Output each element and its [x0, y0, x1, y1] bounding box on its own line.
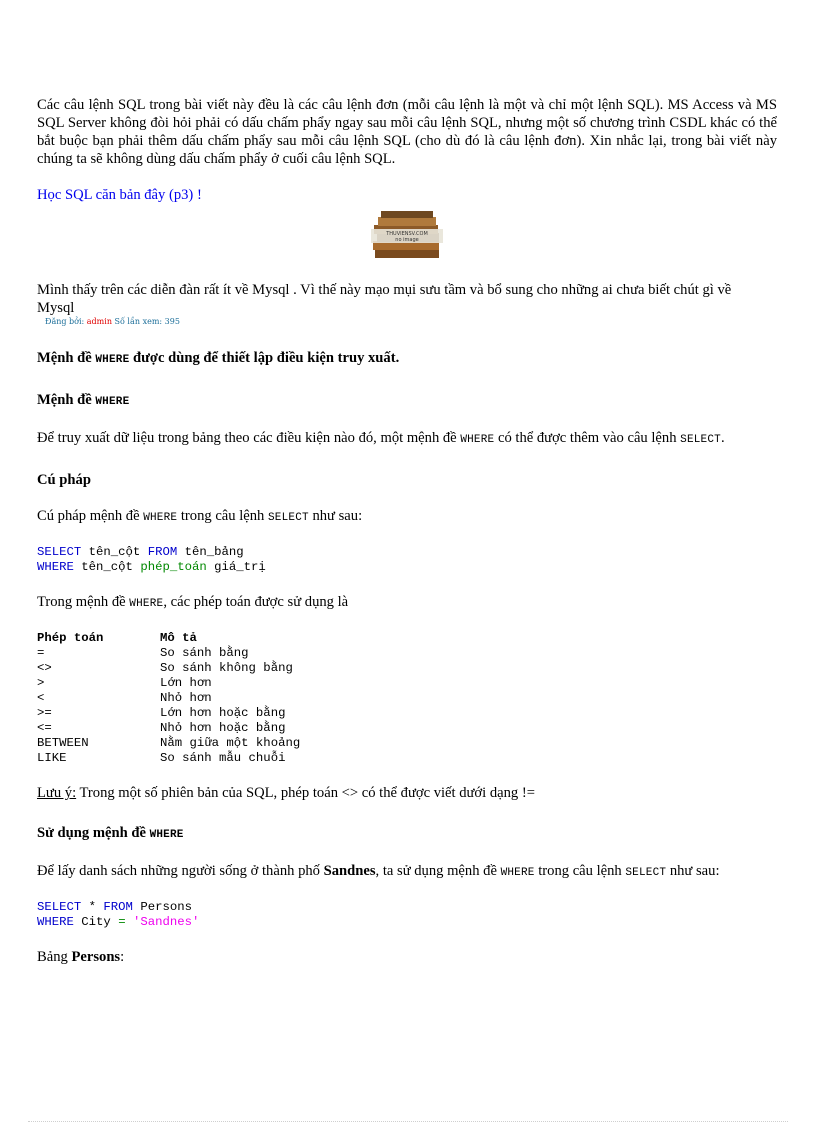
heading-syntax: Cú pháp [37, 472, 91, 488]
table-label: Bảng Persons: [37, 949, 125, 965]
syntax-code: SELECT tên_cột FROM tên_bảng WHERE tên_cột phép_toán giá_trị [37, 545, 266, 574]
table-row: > Lớn hơn [37, 676, 212, 690]
operators-table [37, 631, 300, 766]
note-paragraph: Lưu ý: Trong một số phiên bản của SQL, phép toán <> có thể được viết dưới dạng != [37, 785, 535, 801]
table-header: Phép toán [37, 631, 104, 645]
intro-paragraph: Các câu lệnh SQL trong bài viết này đều là các câu lệnh đơn (mỗi câu lệnh là một và chỉ một lệnh SQL). MS Access và MS SQL Server không đòi hỏi phải có dấu chấm phẩy ngay sau mỗi câu lệnh SQL, nhưng một số chương trình CSDL khác có thể bắt buộc bạn phải thêm dấu chấm phẩy sau mỗi câu lệnh SQL (cho dù đó là câu lệnh đơn). Xin nhắc lại, trong bài viết này chúng ta sẽ không dùng dấu chấm phẩy ở cuối câu lệnh SQL. [37, 97, 777, 167]
example-code: SELECT * FROM Persons WHERE City = 'Sandnes' [37, 900, 200, 929]
posted-by-label: Đăng bởi: [45, 317, 85, 326]
book-image-text-2: no image [395, 237, 419, 243]
heading-using-where: Sử dụng mệnh đề WHERE [37, 825, 184, 841]
article-link-text[interactable]: Học SQL căn bản đây (p3) ! [37, 187, 202, 203]
heading-where: Mệnh đề WHERE [37, 392, 130, 408]
table-row: LIKE So sánh mẫu chuỗi [37, 751, 286, 765]
views-count: 395 [164, 317, 180, 326]
table-header-row [37, 631, 300, 646]
post-paragraph: Mình thấy trên các diễn đàn rất ít về Mysql . Vì thế này mạo mụi sưu tầm và bổ sung cho những ai chưa biết chút gì về Mysql [37, 282, 732, 316]
table-row: <= Nhỏ hơn hoặc bằng [37, 721, 286, 735]
article-link[interactable] [37, 186, 777, 204]
where-description: Để truy xuất dữ liệu trong bảng theo các điều kiện nào đó, một mệnh đề WHERE có thể được thêm vào câu lệnh SELECT. [37, 430, 725, 446]
usage-description: Để lấy danh sách những người sống ở thành phố Sandnes, ta sử dụng mệnh đề WHERE trong câu lệnh SELECT như sau: [37, 863, 720, 879]
table-row: = So sánh bằng [37, 646, 249, 660]
page-bottom-divider [28, 1121, 788, 1122]
book-placeholder-image [369, 209, 445, 263]
table-header: Mô tả [160, 631, 197, 645]
book-image-text: THUVIENSV.COM [386, 231, 428, 237]
table-row: BETWEEN Nằm giữa một khoảng [37, 736, 301, 750]
post-meta [45, 317, 777, 327]
heading-where-purpose: Mệnh đề WHERE được dùng để thiết lập điều kiện truy xuất. [37, 350, 400, 366]
document-body [37, 96, 777, 966]
views-label: Số lần xem: [114, 317, 163, 326]
table-row: <> So sánh không bằng [37, 661, 293, 675]
table-row: >= Lớn hơn hoặc bằng [37, 706, 286, 720]
post-author[interactable]: admin [86, 317, 112, 326]
operators-intro: Trong mệnh đề WHERE, các phép toán được sử dụng là [37, 594, 349, 610]
note-label: Lưu ý: [37, 785, 77, 801]
table-row: < Nhỏ hơn [37, 691, 212, 705]
syntax-description: Cú pháp mệnh đề WHERE trong câu lệnh SELECT như sau: [37, 508, 363, 524]
